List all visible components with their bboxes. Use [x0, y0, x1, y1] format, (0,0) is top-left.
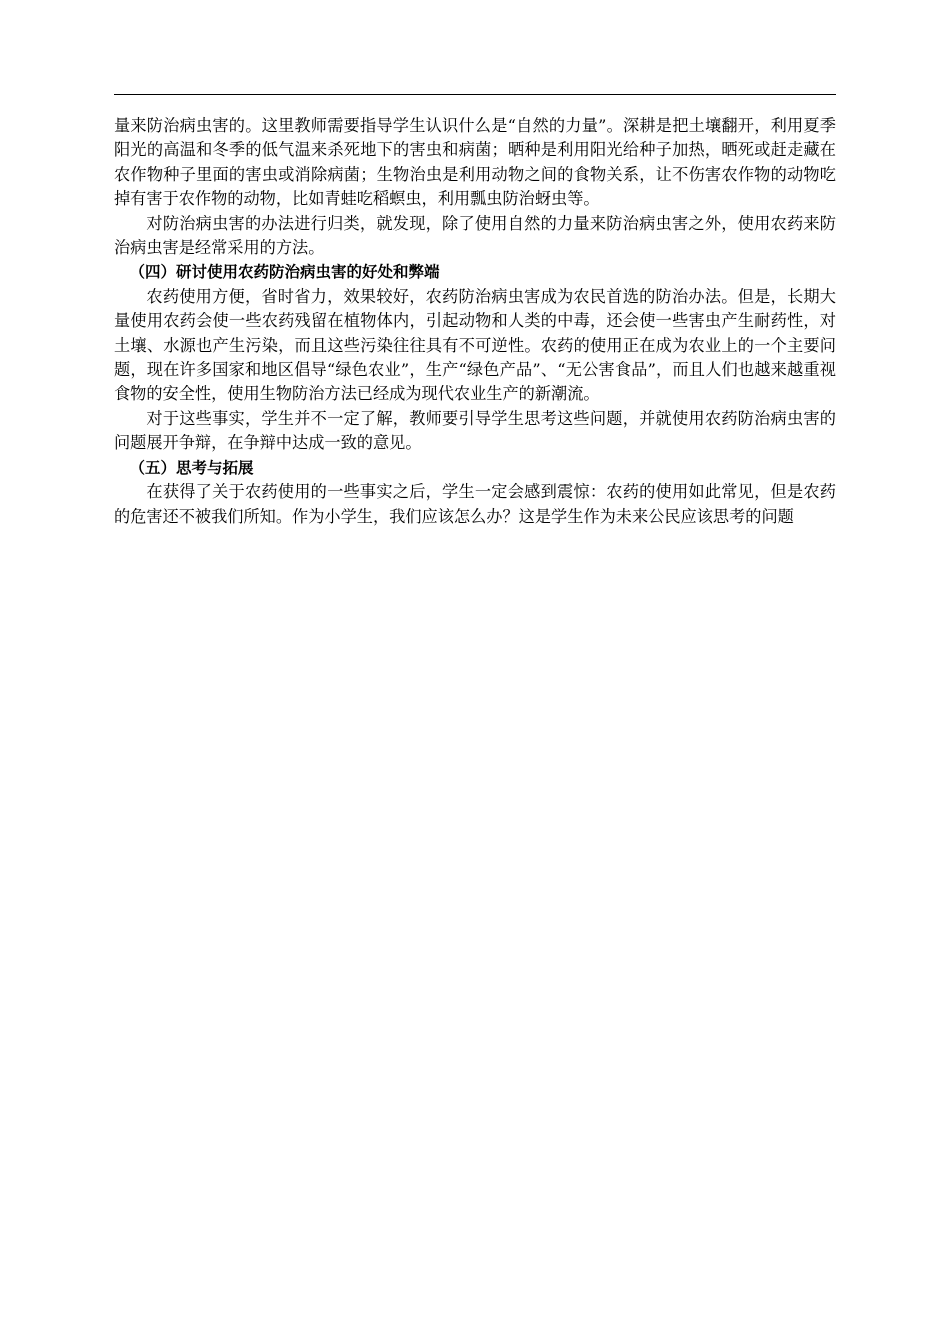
section-heading-4: （四）研讨使用农药防治病虫害的好处和弊端 [129, 263, 440, 282]
section-heading-5: （五）思考与拓展 [129, 458, 254, 477]
paragraph-reflection: 在获得了关于农药使用的一些事实之后，学生一定会感到震惊：农药的使用如此常见，但是农药的危害还不被我们所知。作为小学生，我们应该怎么办？这是学生作为未来公民应该思考的问题 [114, 482, 836, 526]
paragraph-continued: 量来防治病虫害的。这里教师需要指导学生认识什么是“自然的力量”。深耕是把土壤翻开，利用夏季阳光的高温和冬季的低气温来杀死地下的害虫和病菌；晒种是利用阳光给种子加热，晒死或赶走藏在农作物种子里面的害虫或消除病菌；生物治虫是利用动物之间的食物关系，让不伤害农作物的动物吃掉有害于农作物的动物，比如青蛙吃稻螟虫，利用瓢虫防治蚜虫等。 [114, 116, 836, 209]
paragraph-debate: 对于这些事实，学生并不一定了解，教师要引导学生思考这些问题，并就使用农药防治病虫害的问题展开争辩，在争辩中达成一致的意见。 [114, 408, 836, 453]
document-body [114, 114, 836, 529]
paragraph-pesticide-pros-cons: 农药使用方便，省时省力，效果较好，农药防治病虫害成为农民首选的防治办法。但是，长期大量使用农药会使一些农药残留在植物体内，引起动物和人类的中毒，还会使一些害虫产生耐药性，对土壤、水源也产生污染，而且这些污染往往具有不可逆性。农药的使用正在成为农业上的一个主要问题，现在许多国家和地区倡导“绿色农业”，生产“绿色产品”、“无公害食品”，而且人们也越来越重视食物的安全性，使用生物防治方法已经成为现代农业生产的新潮流。 [114, 286, 836, 404]
paragraph-classification: 对防治病虫害的办法进行归类，就发现，除了使用自然的力量来防治病虫害之外，使用农药来防治病虫害是经常采用的方法。 [114, 213, 836, 258]
header-rule [114, 94, 836, 95]
